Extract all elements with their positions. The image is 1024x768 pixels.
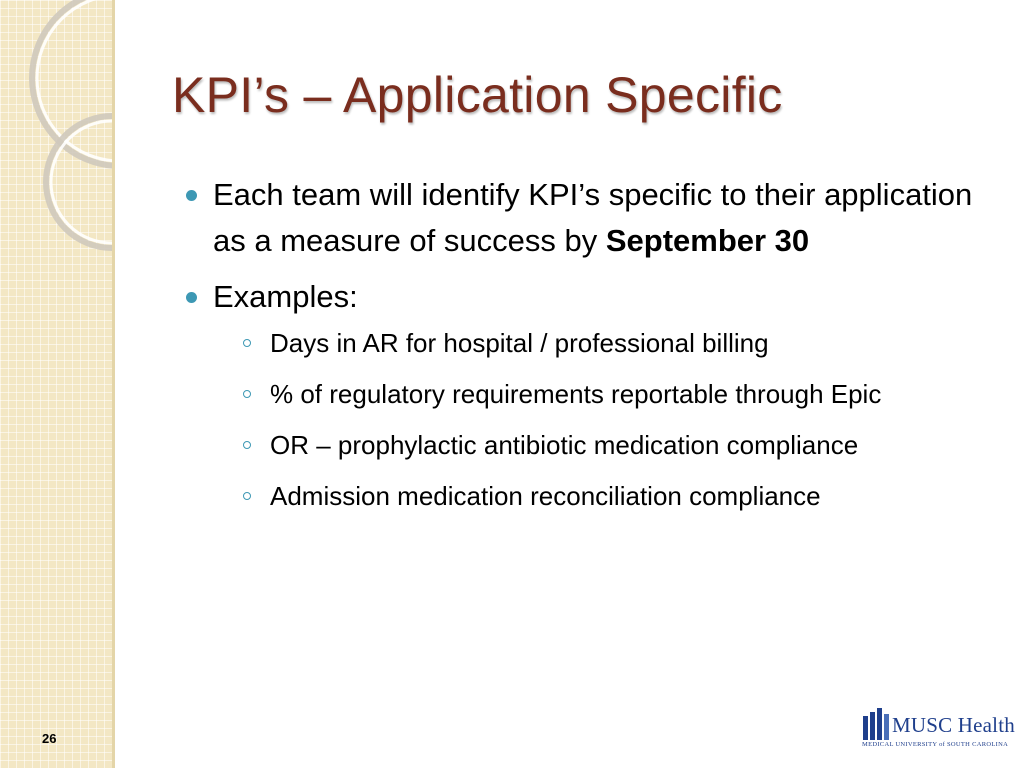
logo-name: MUSC Health [892,713,1015,737]
decorative-circles [0,0,112,768]
sub-bullet-text: % of regulatory requirements reportable through Epic [270,379,882,409]
sub-bullet-item [213,373,996,415]
bullet-text: Examples: [213,279,358,314]
bullet-list [186,172,996,527]
slide-number: 26 [42,731,57,746]
sub-bullet-list [213,322,996,517]
sub-bullet-item [213,475,996,517]
slide-title: KPI’s – Application Specific [172,67,783,123]
bullet-emphasis-date: September 30 [605,223,810,258]
logo-subtitle: MEDICAL UNIVERSITY of SOUTH CAROLINA [862,741,1009,748]
sub-bullet-marker-icon [243,390,251,398]
sub-bullet-marker-icon [243,492,251,500]
sub-bullet-text: OR – prophylactic antibiotic medication compliance [270,430,859,460]
sub-bullet-item [213,424,996,466]
building-logo-icon [862,708,890,740]
bullet-marker-icon [186,292,197,303]
musc-health-logo [862,708,1016,754]
bullet-marker-icon [186,190,197,201]
sidebar-divider [112,0,115,768]
decorative-sidebar [0,0,112,768]
sub-bullet-marker-icon [243,441,251,449]
sub-bullet-text: Days in AR for hospital / professional billing [270,328,769,358]
bullet-item [186,274,996,517]
sub-bullet-item [213,322,996,364]
bullet-item [186,172,996,264]
sub-bullet-text: Admission medication reconciliation compliance [270,481,821,511]
sub-bullet-marker-icon [243,339,251,347]
bullet-text: Each team will identify KPI’s specific to their application as a measure of success by [213,177,973,258]
